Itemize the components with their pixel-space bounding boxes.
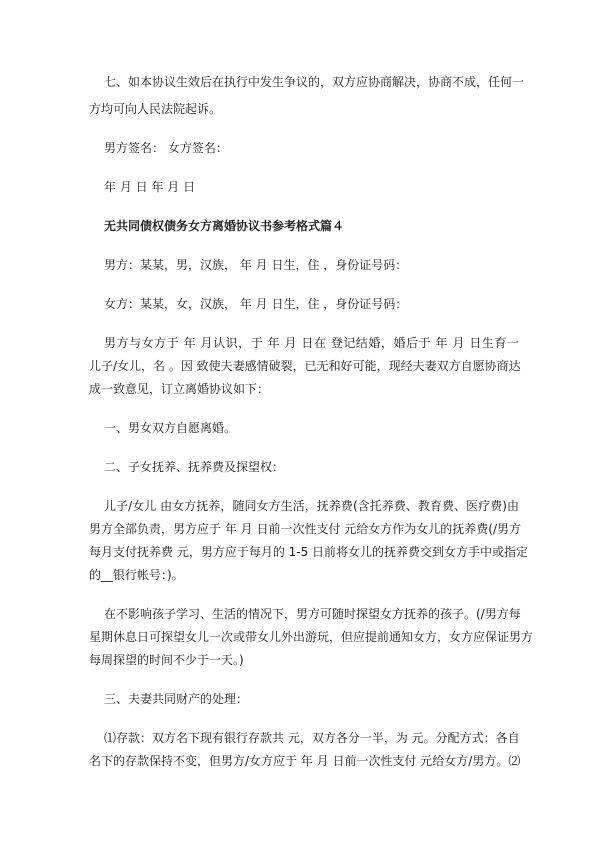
signature-line: 男方签名： 女方签名： xyxy=(104,141,228,155)
marriage-para-line-1: 男方与女方于 年 月认识，于 年 月 日在 登记结婚，婚后于 年 月 日生育一 xyxy=(104,336,519,350)
clause-one: 一、男女双方自愿离婚。 xyxy=(104,421,237,435)
man-info-line: 男方：某某，男，汉族， 年 月 日生，住 ，身份证号码： xyxy=(104,258,408,272)
marriage-para-line-2: 儿子/女儿，名 。因 致使夫妻感情破裂，已无和好可能，现经夫妻双方自愿协商达 xyxy=(89,359,521,373)
clause-seven-line-2: 方均可向人民法院起诉。 xyxy=(89,102,222,116)
section-heading: 无共同债权债务女方离婚协议书参考格式篇４ xyxy=(104,219,345,233)
deposit-para-line-2: 名下的存款保持不变，但男方/女方应于 年 月 日前一次性支付 元给女方/男方。⑵ xyxy=(89,754,521,768)
visitation-para-line-2: 星期休息日可探望女儿一次或带女儿外出游玩，但应提前通知女方，女方应保证男方 xyxy=(89,630,534,644)
marriage-para-line-3: 成一致意见，订立离婚协议如下： xyxy=(89,382,270,396)
custody-para-line-2: 男方全部负责，男方应于 年 月 日前一次性支付 元给女方作为女儿的抚养费(/男方 xyxy=(89,522,521,536)
clause-three: 三、夫妻共同财产的处理： xyxy=(104,692,249,706)
custody-para-line-3: 每月支付抚养费 元，男方应于每月的 1-5 日前将女儿的抚养费交到女方手中或指定 xyxy=(89,545,529,559)
clause-seven-line-1: 七、如本协议生效后在执行中发生争议的，双方应协商解决，协商不成，任何一 xyxy=(104,75,525,89)
custody-para-line-1: 儿子/女儿 由女方抚养，随同女方生活，抚养费(含托养费、教育费、医疗费)由 xyxy=(104,499,519,513)
date-line: 年 月 日 年 月 日 xyxy=(104,180,196,194)
clause-two: 二、子女抚养、抚养费及探望权： xyxy=(104,460,285,474)
custody-para-line-4: 的__银行帐号：)。 xyxy=(89,568,184,582)
woman-info-line: 女方：某某，女，汉族， 年 月 日生，住 ，身份证号码： xyxy=(104,297,408,311)
deposit-para-line-1: ⑴存款：双方名下现有银行存款共 元，双方各分一半，为 元。分配方式：各自 xyxy=(104,731,520,745)
visitation-para-line-1: 在不影响孩子学习、生活的情况下，男方可随时探望女方抚养的孩子。(/男方每 xyxy=(104,607,521,621)
visitation-para-line-3: 每周探望的时间不少于一天。) xyxy=(89,653,244,667)
